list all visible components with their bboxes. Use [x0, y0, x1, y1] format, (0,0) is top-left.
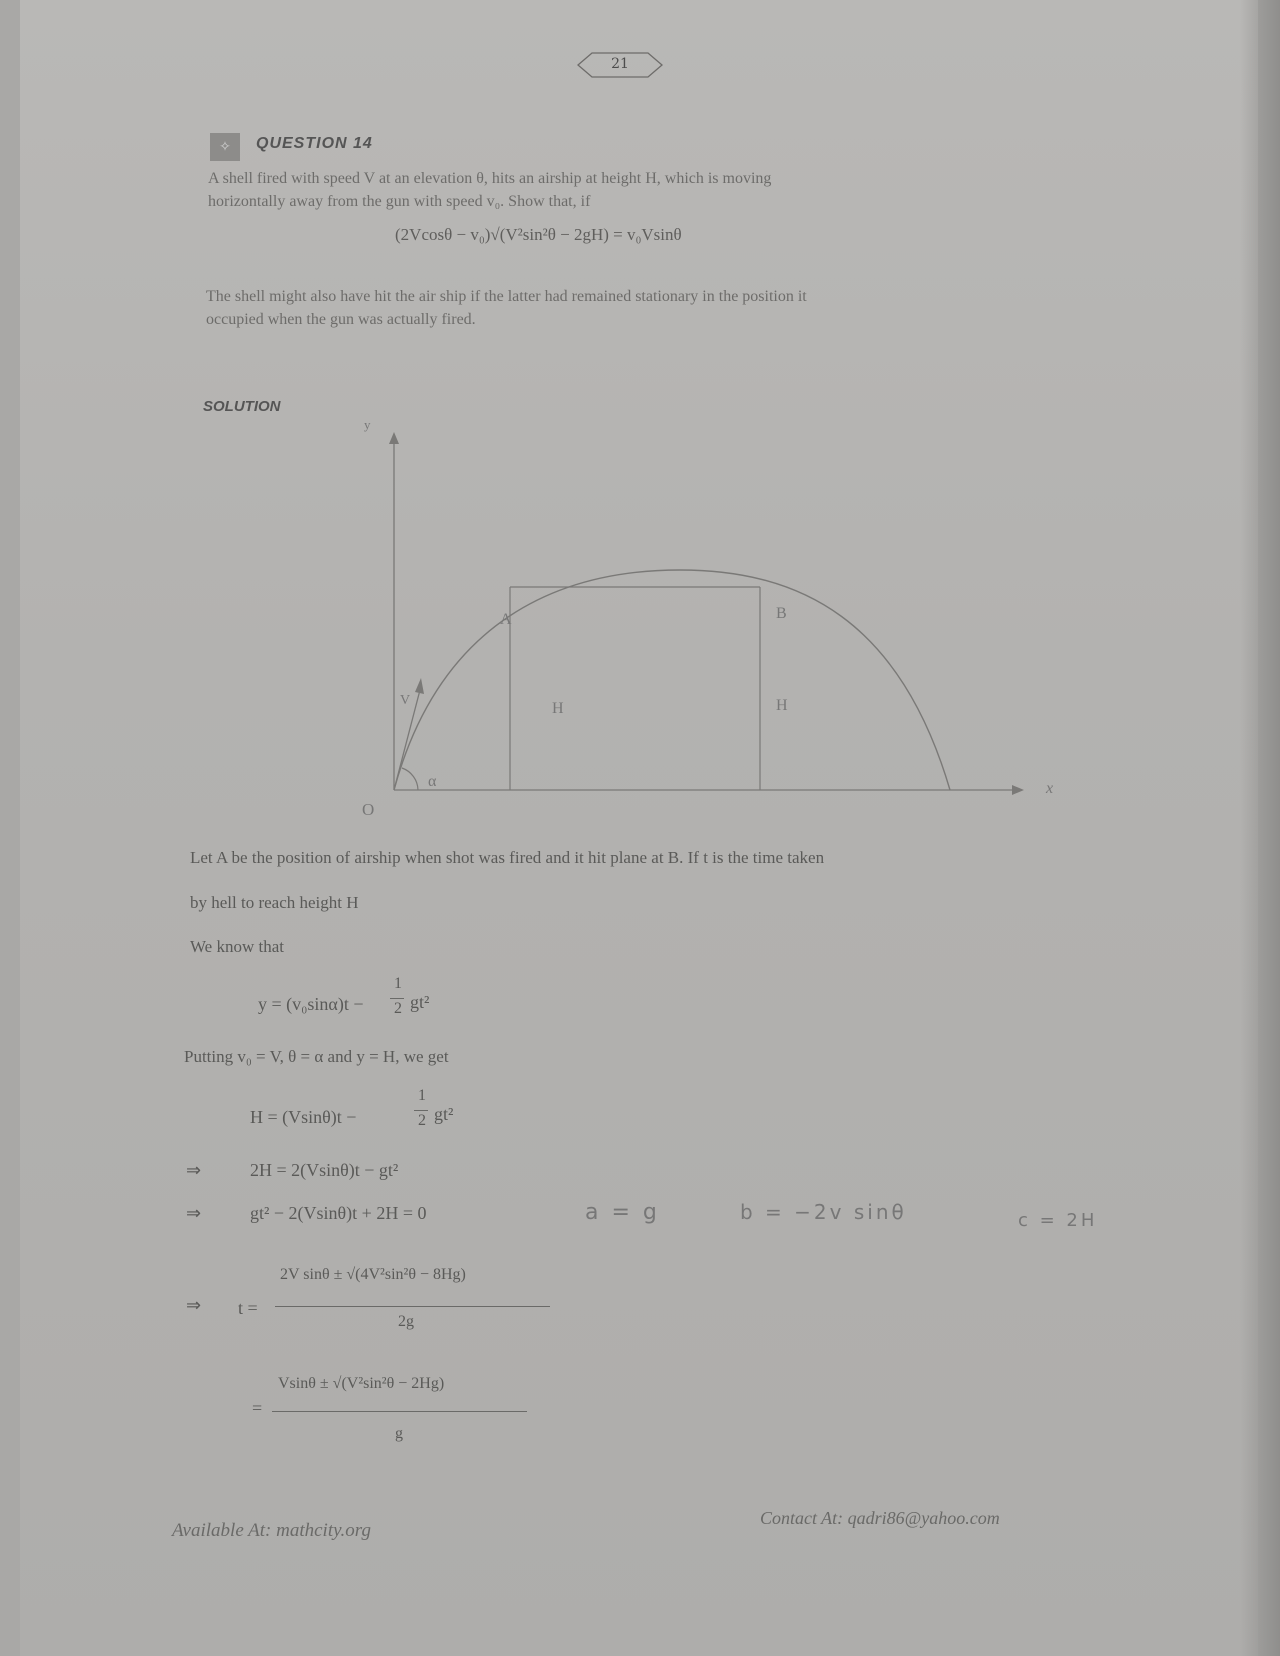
eq1-frac-bar	[390, 998, 404, 999]
implies-arrow-1: ⇒	[186, 1160, 202, 1180]
question-line-1: A shell fired with speed V at an elevation θ, hits an airship at height H, which is moving	[208, 170, 772, 187]
question-line-3: The shell might also have hit the air ship if the latter had remained stationary in the position it	[206, 288, 807, 305]
footer-contact: Contact At: qadri86@yahoo.com	[760, 1508, 1000, 1528]
solution-para-line-1: Let A be the position of airship when shot was fired and it hit plane at B. If t is the time taken	[190, 848, 825, 867]
projectile-diagram	[360, 430, 1060, 820]
origin-label: O	[362, 800, 375, 819]
eq4: gt² − 2(Vsinθ)t + 2H = 0	[250, 1203, 427, 1223]
page-number-badge	[570, 50, 670, 80]
eq2-frac-num: 1	[418, 1087, 426, 1104]
eq5-numerator: 2V sinθ ± √(4V²sin²θ − 8Hg)	[280, 1266, 466, 1283]
page-number: 21	[611, 56, 629, 72]
velocity-label: V	[400, 693, 411, 708]
handwritten-note-a: a = g	[585, 1200, 660, 1225]
point-a-label: A	[500, 611, 512, 628]
point-b-label: B	[776, 605, 787, 622]
question-line-4: occupied when the gun was actually fired.	[206, 311, 476, 328]
trajectory-curve	[394, 570, 950, 790]
book-page	[20, 0, 1258, 1656]
question-title: QUESTION 14	[256, 135, 373, 152]
eq1-rhs: gt²	[410, 992, 430, 1012]
implies-arrow-3: ⇒	[186, 1295, 202, 1315]
x-axis-label: x	[1046, 780, 1054, 797]
putting-text: Putting v₀ = V, θ = α and y = H, we get	[184, 1047, 449, 1066]
solution-para-line-2: by hell to reach height H	[190, 893, 359, 912]
question-line-2: horizontally away from the gun with speed v₀. Show that, if	[208, 193, 591, 210]
implies-arrow-2: ⇒	[186, 1203, 202, 1223]
eq1-lhs: y = (v₀sinα)t −	[258, 994, 364, 1014]
eq2-rhs: gt²	[434, 1104, 454, 1124]
y-axis-arrow-icon	[389, 432, 399, 444]
eq6-denominator: g	[395, 1425, 403, 1442]
page-edge-shadow	[1240, 0, 1280, 1656]
velocity-arrow-icon	[415, 678, 424, 694]
t-equals: t =	[238, 1298, 258, 1318]
equals-sign: =	[252, 1398, 263, 1418]
handwritten-note-c: c = 2H	[1018, 1210, 1098, 1231]
eq3: 2H = 2(Vsinθ)t − gt²	[250, 1160, 399, 1180]
height-label-right: H	[776, 697, 788, 714]
question-marker-icon: ✧	[210, 133, 240, 161]
handwritten-note-b: b = −2v sinθ	[740, 1200, 907, 1224]
eq1-frac-den: 2	[394, 1000, 402, 1017]
eq1-frac-num: 1	[394, 975, 402, 992]
eq2-lhs: H = (Vsinθ)t −	[250, 1107, 357, 1127]
eq6-numerator: Vsinθ ± √(V²sin²θ − 2Hg)	[278, 1375, 445, 1392]
y-axis-label: y	[364, 417, 371, 432]
eq5-frac-bar	[275, 1306, 550, 1307]
angle-label: α	[428, 773, 437, 790]
angle-arc	[402, 768, 418, 790]
eq6-frac-bar	[272, 1411, 527, 1412]
height-label-left: H	[552, 700, 564, 717]
eq2-frac-den: 2	[418, 1112, 426, 1129]
x-axis-arrow-icon	[1012, 785, 1024, 795]
we-know-text: We know that	[190, 937, 284, 956]
footer-available: Available At: mathcity.org	[172, 1520, 371, 1541]
eq5-denominator: 2g	[398, 1313, 414, 1330]
eq2-frac-bar	[414, 1110, 428, 1111]
solution-label: SOLUTION	[203, 398, 281, 415]
question-condition-equation: (2Vcosθ − v₀)√(V²sin²θ − 2gH) = v₀Vsinθ	[395, 225, 682, 244]
